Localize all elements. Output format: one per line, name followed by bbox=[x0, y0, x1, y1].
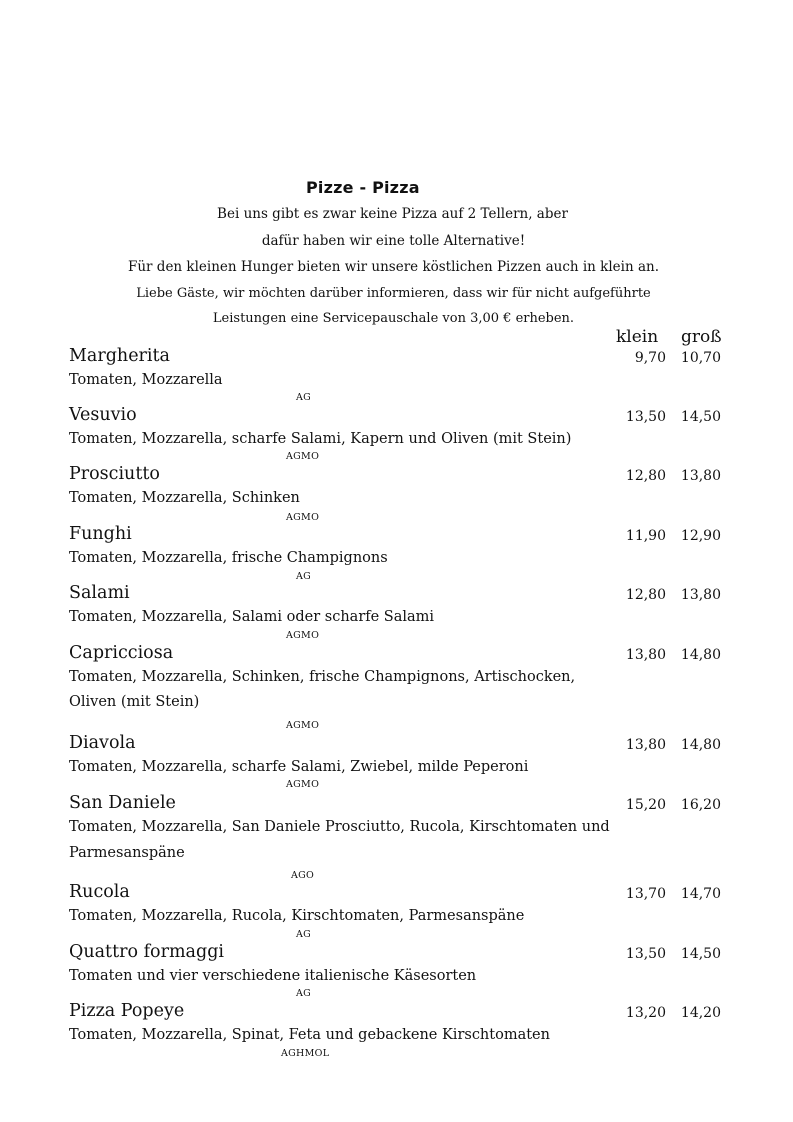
price-small: 15,20 bbox=[625, 797, 666, 813]
allergen-codes: AGMO bbox=[286, 512, 320, 523]
item-description: Tomaten, Mozzarella, scharfe Salami, Kapern und Oliven (mit Stein) bbox=[69, 431, 572, 447]
price-small: 11,90 bbox=[625, 528, 666, 544]
item-name: Prosciutto bbox=[69, 464, 160, 484]
item-name: San Daniele bbox=[69, 793, 176, 813]
price-large: 14,50 bbox=[680, 946, 721, 962]
item-name: Margherita bbox=[69, 346, 170, 366]
item-description: Tomaten, Mozzarella, Rucola, Kirschtomaten, Parmesanspäne bbox=[69, 908, 525, 924]
item-description: Tomaten, Mozzarella, Salami oder scharfe Salami bbox=[69, 609, 435, 625]
price-small: 13,50 bbox=[625, 409, 666, 425]
item-description: Tomaten, Mozzarella, Schinken, frische Champignons, Artischocken, bbox=[69, 669, 576, 685]
allergen-codes: AGMO bbox=[286, 779, 320, 790]
price-large: 14,80 bbox=[680, 647, 721, 663]
allergen-codes: AG bbox=[296, 988, 312, 999]
price-small: 13,20 bbox=[625, 1005, 666, 1021]
allergen-codes: AG bbox=[296, 929, 312, 940]
allergen-codes: AGO bbox=[291, 870, 315, 881]
item-name: Funghi bbox=[69, 524, 132, 544]
item-description: Tomaten, Mozzarella, scharfe Salami, Zwiebel, milde Peperoni bbox=[69, 759, 529, 775]
intro-line-5: Leistungen eine Servicepauschale von 3,00 € erheben. bbox=[212, 311, 575, 326]
item-name: Salami bbox=[69, 583, 130, 603]
price-large: 14,80 bbox=[680, 737, 721, 753]
price-small: 13,50 bbox=[625, 946, 666, 962]
item-name: Capricciosa bbox=[69, 643, 174, 663]
price-small: 12,80 bbox=[625, 468, 666, 484]
item-name: Rucola bbox=[69, 882, 130, 902]
intro-line-4: Liebe Gäste, wir möchten darüber informieren, dass wir für nicht aufgeführte bbox=[136, 286, 651, 301]
item-description: Tomaten, Mozzarella, San Daniele Prosciutto, Rucola, Kirschtomaten und bbox=[69, 819, 610, 835]
price-large: 16,20 bbox=[680, 797, 721, 813]
price-large: 14,20 bbox=[680, 1005, 721, 1021]
price-small: 9,70 bbox=[634, 350, 666, 366]
price-large: 14,70 bbox=[680, 886, 721, 902]
allergen-codes: AG bbox=[296, 571, 312, 582]
item-name: Quattro formaggi bbox=[69, 942, 224, 962]
item-description: Tomaten, Mozzarella, Schinken bbox=[69, 490, 300, 506]
item-name: Pizza Popeye bbox=[69, 1001, 185, 1021]
item-name: Diavola bbox=[69, 733, 136, 753]
price-large: 13,80 bbox=[680, 468, 721, 484]
price-large: 10,70 bbox=[680, 350, 721, 366]
price-small: 13,80 bbox=[625, 737, 666, 753]
allergen-codes: AG bbox=[296, 392, 312, 403]
price-small: 13,70 bbox=[625, 886, 666, 902]
item-description: Tomaten, Mozzarella, frische Champignons bbox=[69, 550, 388, 566]
column-header-small: klein bbox=[616, 327, 659, 347]
page-title: Pizze - Pizza bbox=[306, 178, 420, 197]
allergen-codes: AGMO bbox=[286, 720, 320, 731]
price-small: 12,80 bbox=[625, 587, 666, 603]
price-large: 12,90 bbox=[680, 528, 721, 544]
intro-line-2: dafür haben wir eine tolle Alternative! bbox=[261, 233, 526, 249]
item-description: Tomaten, Mozzarella bbox=[69, 372, 223, 388]
item-description: Tomaten und vier verschiedene italienische Käsesorten bbox=[69, 968, 477, 984]
item-description: Tomaten, Mozzarella, Spinat, Feta und gebackene Kirschtomaten bbox=[69, 1027, 550, 1043]
intro-line-3: Für den kleinen Hunger bieten wir unsere köstlichen Pizzen auch in klein an. bbox=[128, 259, 659, 275]
item-description-continued: Parmesanspäne bbox=[69, 845, 185, 861]
item-description-continued: Oliven (mit Stein) bbox=[69, 694, 200, 710]
price-small: 13,80 bbox=[625, 647, 666, 663]
intro-line-1: Bei uns gibt es zwar keine Pizza auf 2 Tellern, aber bbox=[217, 206, 568, 222]
price-large: 13,80 bbox=[680, 587, 721, 603]
price-large: 14,50 bbox=[680, 409, 721, 425]
item-name: Vesuvio bbox=[69, 405, 137, 425]
allergen-codes: AGHMOL bbox=[281, 1048, 330, 1059]
allergen-codes: AGMO bbox=[286, 630, 320, 641]
allergen-codes: AGMO bbox=[286, 451, 320, 462]
column-header-large: groß bbox=[681, 327, 722, 347]
